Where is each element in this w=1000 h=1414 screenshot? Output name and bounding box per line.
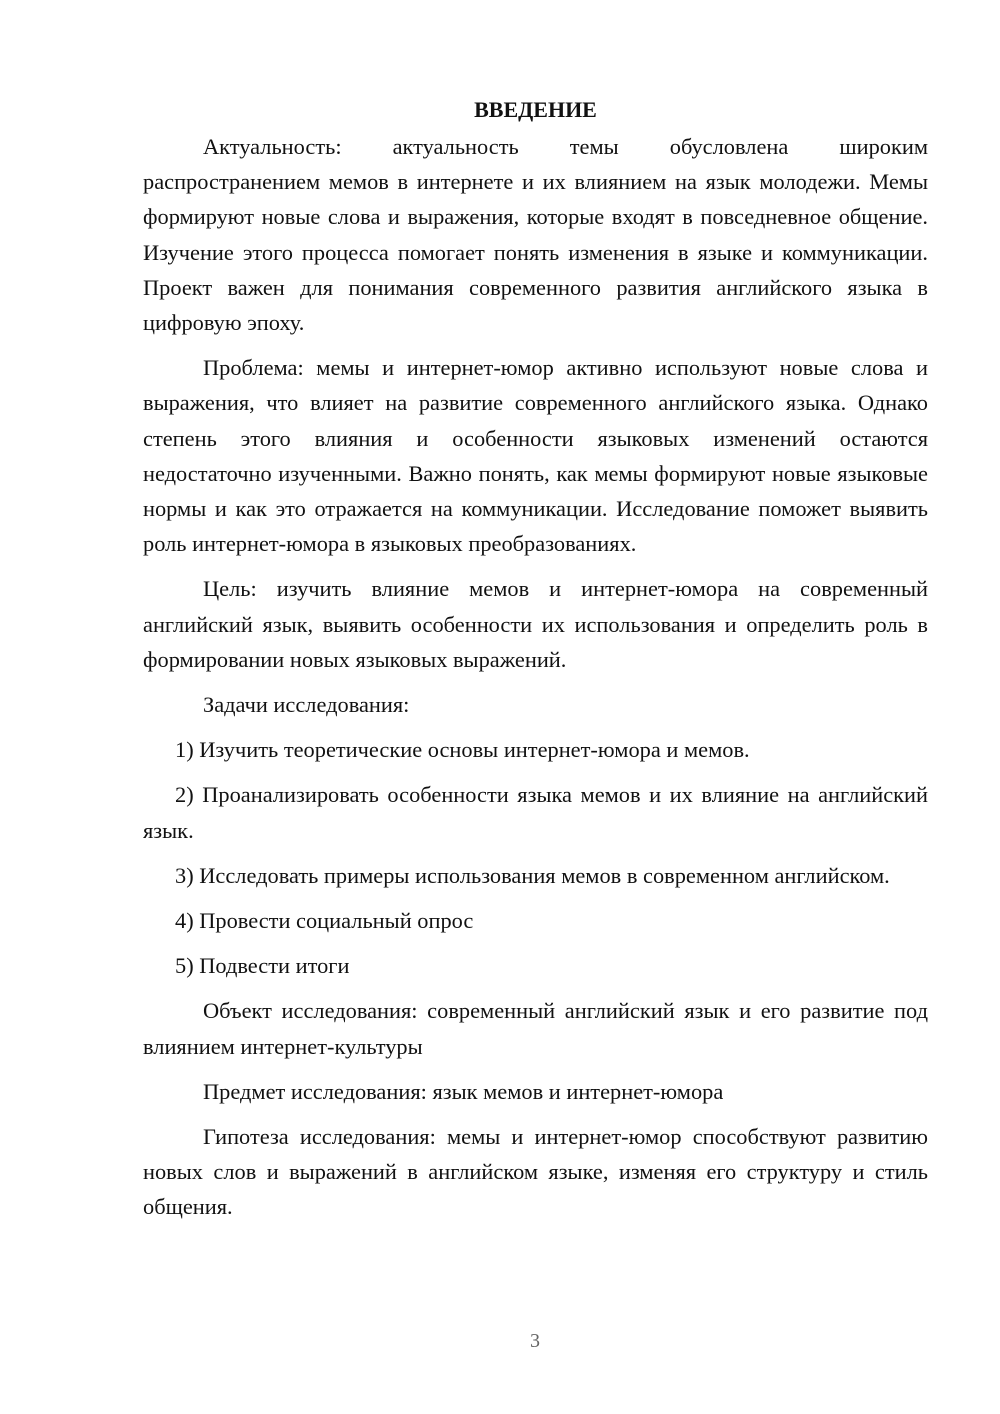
object-paragraph: Объект исследования: современный английский язык и его развитие под влиянием интернет-культуры xyxy=(143,998,928,1059)
tasks-heading: Задачи исследования: xyxy=(203,692,410,718)
section-title: ВВЕДЕНИЕ xyxy=(474,97,597,122)
hypothesis-paragraph: Гипотеза исследования: мемы и интернет-юмор способствуют развитию новых слов и выражений в английском языке, изменяя его структуру и стиль общения. xyxy=(143,1124,928,1220)
goal-paragraph: Цель: изучить влияние мемов и интернет-юмора на современный английский язык, выявить особенности их использования и определить роль в формировании новых языковых выражений. xyxy=(143,576,928,672)
problem-paragraph: Проблема: мемы и интернет-юмор активно используют новые слова и выражения, что влияет на развитие современного английского языка. Однако степень этого влияния и особенности языковых изменений остаются недостаточно изученными. Важно понять, как мемы формируют новые языковые нормы и как это отражается на коммуникации. Исследование поможет выявить роль интернет-юмора в языковых преобразованиях. xyxy=(143,355,928,557)
task-item-3: 3) Исследовать примеры использования мемов в современном английском. xyxy=(175,862,890,888)
relevance-paragraph: Актуальность: актуальность темы обусловлена широким распространением мемов в интернете и их влиянием на язык молодежи. Мемы формируют новые слова и выражения, которые входят в повседневное общение. Изучение этого процесса помогает понять изменения в языке и коммуникации. Проект важен для понимания современного развития английского языка в цифровую эпоху. xyxy=(143,134,928,336)
page-number: 3 xyxy=(530,1330,540,1352)
subject-paragraph: Предмет исследования: язык мемов и интернет-юмора xyxy=(203,1078,724,1104)
task-item-1: 1) Изучить теоретические основы интернет-юмора и мемов. xyxy=(175,737,750,763)
task-item-4: 4) Провести социальный опрос xyxy=(175,908,474,934)
document-page xyxy=(143,92,928,1235)
task-item-5: 5) Подвести итоги xyxy=(175,953,350,979)
task-item-2: 2) Проанализировать особенности языка мемов и их влияние на английский язык. xyxy=(143,782,928,843)
